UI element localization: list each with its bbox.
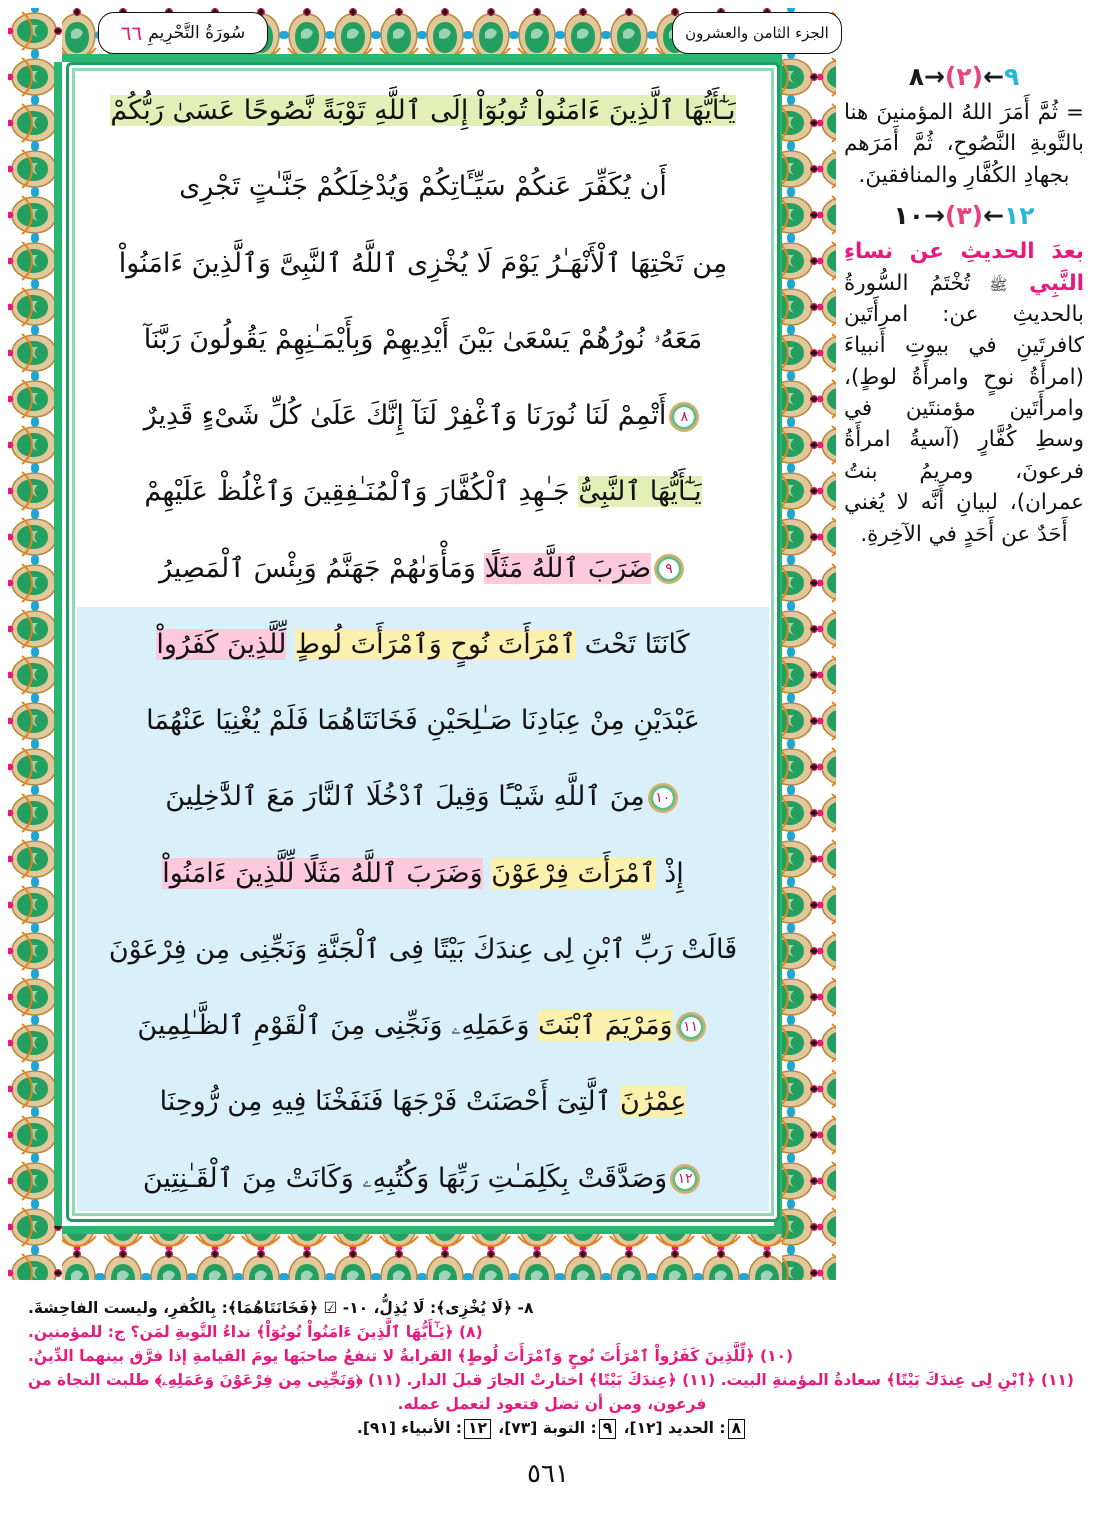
tafsir-body: = ثُمَّ أَمَرَ اللهُ المؤمنينَ هنا بالتَّوبةِ النَّصُوحِ، ثُمَّ أَمَرَهم بجهادِ الكُفَّارِ والمنافقينَ. — [844, 100, 1084, 188]
ayah-range-indicator — [844, 201, 1084, 230]
verse-segment: وَعَمَلِهِۦ وَنَجِّنِى مِنَ ٱلْقَوْمِ ٱلظَّـٰلِمِينَ — [137, 1010, 530, 1042]
verse-line — [77, 73, 769, 149]
footnote-line: (١٠) ﴿لِّلَّذِينَ كَفَرُواْ ٱمْرَأَتَ نُوحٍ وَٱمْرَأَتَ لُوطٍ﴾ القرابةُ لا تنفعُ صاحبَها يومَ القيامةِ إذا فرَّق بينهما الدِّينُ. — [28, 1347, 794, 1366]
verse-line — [77, 912, 769, 988]
surah-title-cartouche — [98, 12, 268, 54]
verse-segment: ٱمْرَأَتَ نُوحٍ وَٱمْرَأَتَ لُوطٍ — [294, 628, 576, 660]
cross-reference: ٨: الحديد [١٢] — [629, 1419, 747, 1437]
verse-segment: جَـٰهِدِ ٱلْكُفَّارَ وَٱلْمُنَـٰفِقِينَ وَٱغْلُظْ عَلَيْهِمْ — [144, 476, 570, 508]
tafsir-block — [844, 62, 1084, 191]
verse-line — [77, 302, 769, 378]
juz-label: الجزء الثامن والعشرون — [685, 24, 829, 42]
ayah-number-marker: ١٢ — [670, 1164, 700, 1194]
verse-segment: وَضَرَبَ ٱللَّهُ مَثَلًا لِّلَّذِينَ ءَامَنُواْ — [162, 857, 483, 889]
verse-segment: إِذْ — [664, 857, 684, 889]
verse-line — [77, 607, 769, 683]
cross-reference-row: ٨: الحديد [١٢]، ٩: التوبة [٧٣]، ١٢: الأنبياء [٩١]. — [28, 1416, 1076, 1440]
tafsir-block — [844, 201, 1084, 550]
arrow-right-icon: → — [923, 201, 945, 231]
verse-segment: مِنَ ٱللَّهِ شَيْـًٔا وَقِيلَ ٱدْخُلَا ٱلنَّارَ مَعَ ٱلدَّٰخِلِينَ — [165, 781, 645, 813]
footnote-line: فرعون، ومن أن تضل فتعود لتعمل عمله. — [397, 1395, 707, 1414]
verse-line — [77, 1064, 769, 1140]
range-group: (٢) — [944, 62, 984, 91]
ayah-number-marker: ١٠ — [648, 783, 678, 813]
verse-segment: عِمْرَٰنَ — [619, 1086, 687, 1118]
reference-ayah-number: ٨ — [728, 1419, 745, 1439]
arrow-left-icon: ← — [983, 62, 1005, 91]
footnote-line: (٨) ﴿يَـٰٓأَيُّهَا ٱلَّذِينَ ءَامَنُواْ تُوبُوٓاْ﴾ نداءُ التَّوبةِ لمَن؟ ج: للمؤمنين. — [28, 1323, 483, 1342]
verse-line — [77, 988, 769, 1064]
sallallahu-alayhi-wasallam-icon: ﷺ — [970, 275, 1008, 294]
verse-segment: ٱلَّتِىٓ أَحْصَنَتْ فَرْجَهَا فَنَفَخْنَا فِيهِ مِن رُّوحِنَا — [159, 1086, 612, 1118]
tafsir-body: تُخْتَمُ السُّورةُ بالحديثِ عن: امرأَتَين كافرتَينِ في بيوتِ أَنبياءَ (امرأَةُ نوحٍ وامرأَةُ لوطٍ)، وامرأَتَين مؤمنتَين في وسطِ كُفَّارٍ (آسيةُ امرأَةُ فرعونَ، ومريمُ بنتُ عمران)، لبيانِ أَنَّه لا يُغني أَحَدٌ عن أَحَدٍ في الآخِرةِ. — [844, 270, 1084, 547]
juz-cartouche — [672, 12, 842, 54]
cross-reference: ١٢: الأنبياء [٩١] — [363, 1419, 493, 1437]
tafsir-lead-highlight: بعدَ الحديثِ عن نساءِ النَّبِي — [844, 239, 1085, 296]
verse-line — [77, 531, 769, 607]
cross-reference: ٩: التوبة [٧٣] — [504, 1419, 618, 1437]
ayah-range-indicator — [844, 62, 1084, 91]
verse-segment: وَمَرْيَمَ ٱبْنَتَ — [538, 1010, 673, 1042]
verse-segment: مِن تَحْتِهَا ٱلْأَنْهَـٰرُ يَوْمَ لَا يُخْزِى ٱللَّهُ ٱلنَّبِىَّ وَٱلَّذِينَ ءَامَنُواْ — [118, 247, 728, 279]
verse-lines-container — [77, 73, 769, 1211]
verse-line — [77, 226, 769, 302]
verse-segment: مَعَهُۥ نُورُهُمْ يَسْعَىٰ بَيْنَ أَيْدِيهِمْ وَبِأَيْمَـٰنِهِمْ يَقُولُونَ رَبَّنَآ — [143, 323, 703, 355]
ayah-number-marker: ٩ — [654, 554, 684, 584]
verse-segment: قَالَتْ رَبِّ ٱبْنِ لِى عِندَكَ بَيْتًا فِى ٱلْجَنَّةِ وَنَجِّنِى مِن فِرْعَوْنَ — [108, 933, 738, 965]
footnotes-section — [28, 1296, 1076, 1440]
tafsir-text — [844, 97, 1084, 191]
range-start: ١٠ — [893, 201, 924, 231]
verse-segment: يَـٰٓأَيُّهَا ٱلَّذِينَ ءَامَنُواْ تُوبُوٓاْ إِلَى ٱللَّهِ تَوْبَةً نَّصُوحًا عَسَىٰ رَبُّكُمْ — [110, 95, 736, 126]
verse-line — [77, 1141, 769, 1211]
verse-line — [77, 454, 769, 530]
verse-segment: لِّلَّذِينَ كَفَرُواْ — [156, 628, 287, 660]
reference-ayah-number: ٩ — [599, 1419, 616, 1439]
footnote-line: ٨- ﴿لَا يُخْزِى﴾: لَا يُذِلُّ، ١٠- ☑ ﴿فَخَانَتَاهُمَا﴾: بِالكُفرِ، وليست الفاحِشةَ. — [28, 1299, 534, 1317]
quran-text-panel — [66, 62, 780, 1222]
verse-line — [77, 378, 769, 454]
range-start: ٨ — [908, 62, 924, 91]
reference-ayah-number: ١٢ — [464, 1419, 491, 1439]
range-end: ٩ — [1004, 62, 1020, 91]
ayah-number-marker: ١١ — [676, 1012, 706, 1042]
tafsir-sidebar — [844, 62, 1084, 1242]
verse-segment: وَصَدَّقَتْ بِكَلِمَـٰتِ رَبِّهَا وَكُتُبِهِۦ وَكَانَتْ مِنَ ٱلْقَـٰنِتِينَ — [142, 1162, 668, 1194]
ayah-number-marker: ٨ — [669, 402, 699, 432]
verse-line — [77, 836, 769, 912]
verse-segment: عَبْدَيْنِ مِنْ عِبَادِنَا صَـٰلِحَيْنِ فَخَانَتَاهُمَا فَلَمْ يُغْنِيَا عَنْهُمَا — [146, 705, 700, 737]
surah-title: سُورَةُ التَّحْرِيمِ — [148, 23, 246, 43]
surah-number: ٦٦ — [120, 21, 143, 45]
verse-line — [77, 149, 769, 225]
verse-line — [77, 683, 769, 759]
verse-segment: ٱمْرَأَتَ فِرْعَوْنَ — [491, 857, 656, 889]
range-group: (٣) — [944, 201, 984, 231]
verse-segment: وَمَأْوَىٰهُمْ جَهَنَّمُ وَبِئْسَ ٱلْمَصِيرُ — [158, 552, 476, 584]
verse-segment: يَـٰٓأَيُّهَا ٱلنَّبِىُّ — [578, 476, 702, 508]
arrow-right-icon: → — [923, 62, 945, 91]
verse-line — [77, 759, 769, 835]
verse-segment: أَن يُكَفِّرَ عَنكُمْ سَيِّـَٔاتِكُمْ وَيُدْخِلَكُمْ جَنَّـٰتٍ تَجْرِى — [179, 171, 667, 203]
tafsir-text — [844, 236, 1084, 550]
verse-segment: ضَرَبَ ٱللَّهُ مَثَلًا — [484, 552, 652, 584]
page-number: ٥٦١ — [495, 1453, 601, 1495]
verse-segment: أَتْمِمْ لَنَا نُورَنَا وَٱغْفِرْ لَنَآ إِنَّكَ عَلَىٰ كُلِّ شَىْءٍ قَدِيرٌ — [143, 400, 667, 432]
range-end: ١٢ — [1004, 201, 1035, 231]
verse-segment: كَانَتَا تَحْتَ — [584, 628, 690, 660]
arrow-left-icon: ← — [983, 201, 1005, 231]
footnote-line: (١١) ﴿ٱبْنِ لِى عِندَكَ بَيْتًا﴾ سعادةُ المؤمنةِ البيت. (١١) ﴿عِندَكَ بَيْتًا﴾ اختارتْ الجارَ قبلَ الدار. (١١) ﴿وَنَجِّنِى مِن فِرْعَوْنَ وَعَمَلِهِۦ﴾ طلبت النجاة من — [28, 1371, 1074, 1390]
